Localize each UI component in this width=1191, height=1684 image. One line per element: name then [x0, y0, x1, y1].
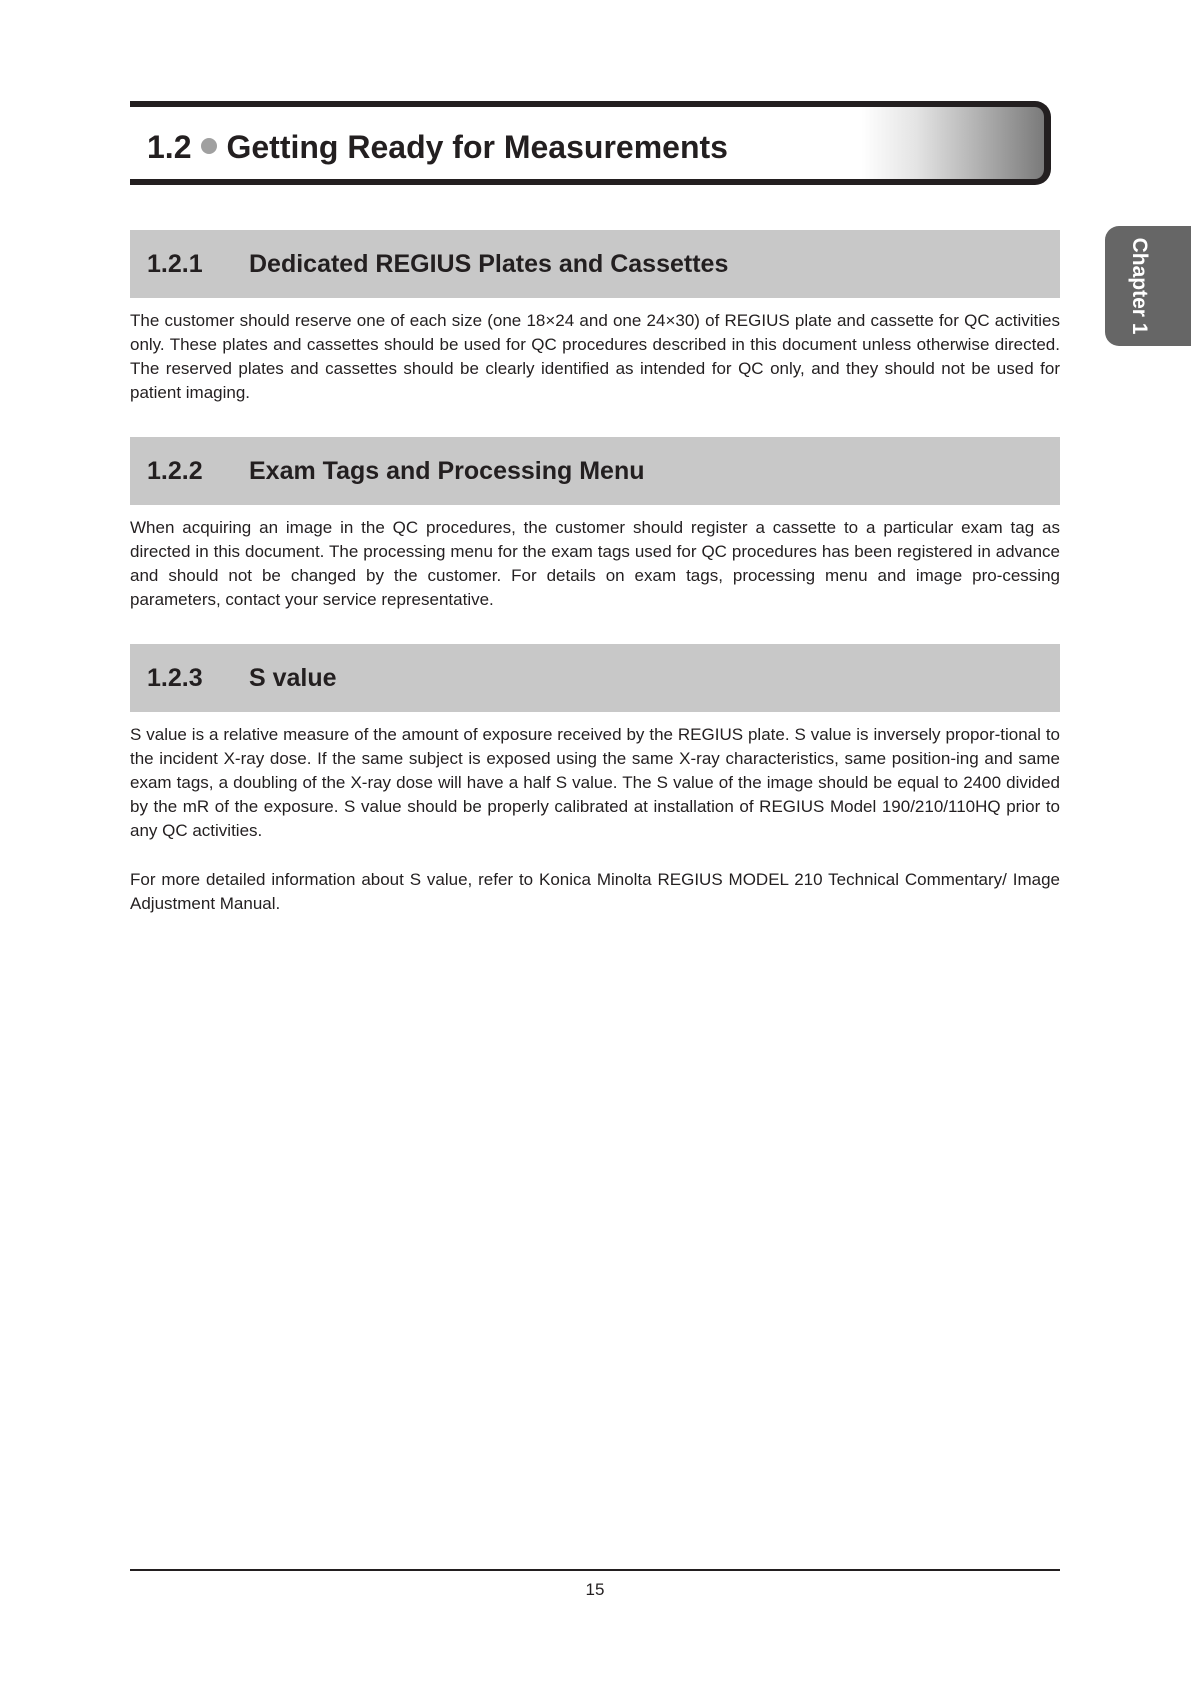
section-number: 1.2.2: [147, 457, 203, 485]
section-number: 1.2.1: [147, 250, 203, 278]
bullet-icon: [201, 138, 217, 154]
page-number: 15: [585, 1580, 605, 1599]
page-title-number: 1.2: [147, 129, 192, 165]
section-paragraph: When acquiring an image in the QC procedures, the customer should register a cassette to a particular exam tag as directed in this document. The processing menu for the exam tags used for QC procedures has been registered in advance and should not be changed by the customer. For details on exam tags, processing menu and image pro-cessing parameters, contact your service representative.: [130, 518, 1060, 609]
section-heading-1-2-2: [130, 437, 1060, 505]
section-paragraph: S value is a relative measure of the amount of exposure received by the REGIUS plate. S value is inversely propor-tional to the incident X-ray dose. If the same subject is exposed using the same X-ray characteristics, same position-ing and same exam tags, a doubling of the X-ray dose will have a half S value. The S value of the image should be equal to 2400 divided by the mR of the exposure. S value should be properly calibrated at installation of REGIUS Model 190/210/110HQ prior to any QC activities.: [130, 725, 1060, 840]
section-heading-1-2-1: [130, 230, 1060, 298]
section-title: Exam Tags and Processing Menu: [249, 457, 645, 485]
section-paragraph: The customer should reserve one of each size (one 18×24 and one 24×30) of REGIUS plate and cassette for QC activities only. These plates and cassettes should be used for QC procedures described in this document unless otherwise directed. The reserved plates and cassettes should be clearly identified as intended for QC only, and they should not be used for patient imaging.: [130, 311, 1060, 402]
section-title: Dedicated REGIUS Plates and Cassettes: [249, 250, 729, 278]
section-heading-1-2-3: [130, 644, 1060, 712]
chapter-tab-label: Chapter 1: [1128, 237, 1151, 335]
section-number: 1.2.3: [147, 664, 203, 692]
chapter-tab: [1105, 226, 1191, 346]
section-title: S value: [249, 664, 337, 692]
footer-rule: [130, 1569, 1060, 1571]
page-title-text: Getting Ready for Measurements: [226, 129, 728, 165]
page-title: [147, 129, 728, 165]
section-paragraph: For more detailed information about S value, refer to Konica Minolta REGIUS MODEL 210 Technical Commentary/ Image Adjustment Manual.: [130, 870, 1060, 913]
page-title-banner: [130, 101, 1051, 185]
